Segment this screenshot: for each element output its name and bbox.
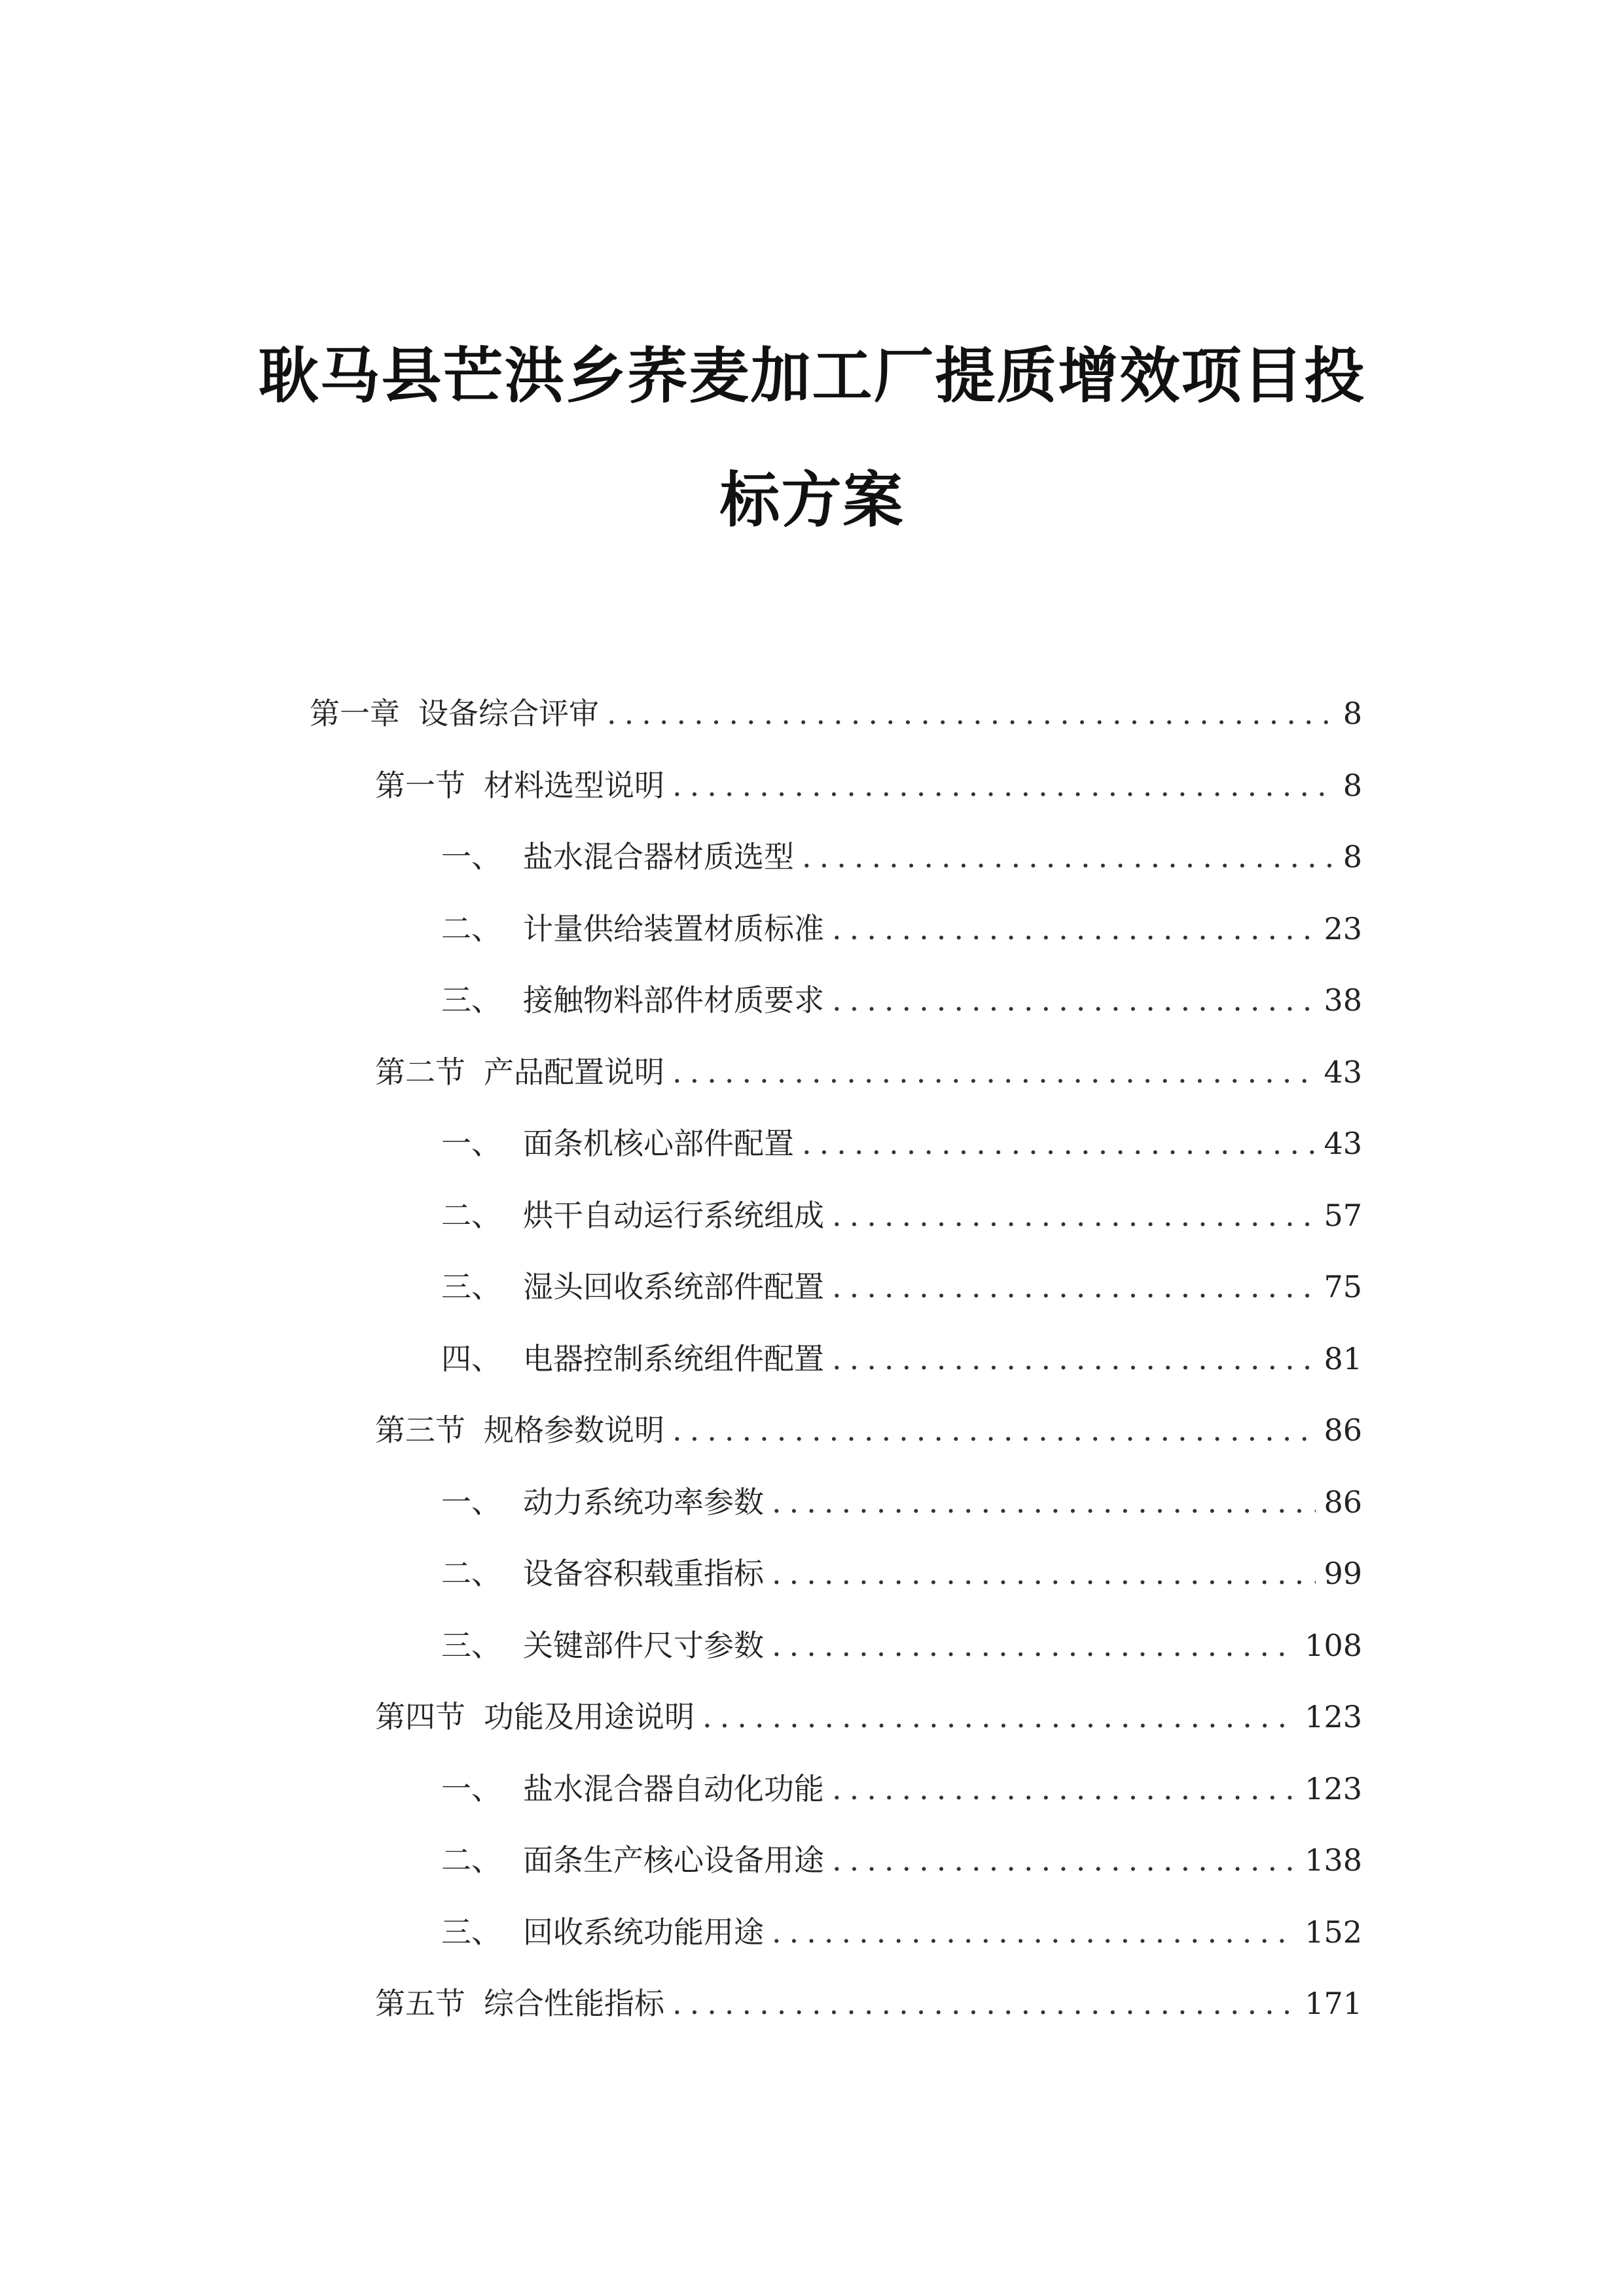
toc-entry-title: 接触物料部件材质要求: [523, 982, 824, 1018]
toc-entry[interactable]: [441, 1476, 1362, 1528]
toc-entry-page: 8: [1343, 696, 1362, 731]
toc-entry-page: 108: [1305, 1627, 1362, 1663]
toc-dot-leader: [802, 831, 1335, 883]
toc-dot-leader: [672, 759, 1335, 812]
toc-entry-number: 第二节: [375, 1054, 465, 1090]
toc-entry[interactable]: [441, 1333, 1362, 1385]
toc-entry[interactable]: [441, 1834, 1362, 1886]
toc-dot-leader: [832, 974, 1316, 1026]
toc-entry-title: 电器控制系统组件配置: [523, 1340, 824, 1376]
toc-dot-leader: [672, 1404, 1316, 1456]
toc-entry[interactable]: [375, 1691, 1362, 1743]
toc-entry-title: 盐水混合器材质选型: [523, 839, 794, 874]
toc-entry-number: 二、: [441, 1842, 501, 1878]
toc-entry[interactable]: [375, 759, 1362, 812]
toc-entry[interactable]: [375, 1977, 1362, 2030]
toc-entry[interactable]: [441, 1906, 1362, 1958]
toc-entry-page: 75: [1324, 1269, 1362, 1304]
toc-entry-number: 第一节: [375, 767, 465, 803]
toc-entry-title: 回收系统功能用途: [523, 1914, 764, 1950]
toc-dot-leader: [832, 1189, 1316, 1242]
toc-entry-number: 一、: [441, 1484, 501, 1520]
toc-entry[interactable]: [375, 1046, 1362, 1098]
toc-entry-number: 第四节: [375, 1699, 465, 1734]
toc-entry[interactable]: [441, 1547, 1362, 1600]
toc-dot-leader: [832, 1333, 1316, 1385]
toc-entry-page: 57: [1324, 1197, 1362, 1233]
toc-entry-title: 综合性能指标: [484, 1986, 664, 2021]
toc-entry-number: 第五节: [375, 1986, 465, 2021]
toc-entry[interactable]: [375, 1404, 1362, 1456]
toc-dot-leader: [672, 1046, 1316, 1098]
toc-dot-leader: [832, 903, 1316, 955]
toc-entry[interactable]: [441, 1117, 1362, 1170]
toc-dot-leader: [772, 1547, 1316, 1600]
toc-entry-page: 8: [1343, 767, 1362, 803]
toc-entry[interactable]: [441, 1619, 1362, 1672]
toc-dot-leader: [607, 687, 1335, 740]
toc-entry-page: 99: [1324, 1556, 1362, 1591]
toc-entry-title: 材料选型说明: [484, 767, 664, 803]
toc-entry-number: 二、: [441, 1556, 501, 1591]
toc-entry-page: 81: [1324, 1340, 1362, 1376]
toc-entry-title: 烘干自动运行系统组成: [523, 1197, 824, 1233]
toc-entry-number: 三、: [441, 1914, 501, 1950]
toc-entry[interactable]: [441, 1763, 1362, 1815]
toc-entry-number: 一、: [441, 1126, 501, 1161]
toc-entry-number: 二、: [441, 910, 501, 946]
toc-entry-page: 123: [1305, 1770, 1362, 1806]
toc-entry-title: 规格参数说明: [484, 1412, 664, 1448]
toc-entry-title: 产品配置说明: [484, 1054, 664, 1090]
toc-entry[interactable]: [441, 831, 1362, 883]
toc-entry-number: 二、: [441, 1197, 501, 1233]
toc-dot-leader: [802, 1117, 1316, 1170]
toc-entry-title: 湿头回收系统部件配置: [523, 1269, 824, 1304]
toc-dot-leader: [772, 1619, 1297, 1672]
toc-entry-title: 设备容积载重指标: [523, 1556, 764, 1591]
toc-entry-page: 138: [1305, 1842, 1362, 1878]
toc-entry-page: 86: [1324, 1484, 1362, 1520]
toc-dot-leader: [772, 1906, 1297, 1958]
toc-entry-number: 三、: [441, 1627, 501, 1663]
toc-entry-page: 171: [1305, 1986, 1362, 2021]
toc-entry-page: 43: [1324, 1054, 1362, 1090]
toc-entry-number: 三、: [441, 1269, 501, 1304]
document-title: [0, 314, 1624, 563]
toc-entry-page: 8: [1343, 839, 1362, 874]
toc-dot-leader: [702, 1691, 1297, 1743]
toc-entry[interactable]: [441, 903, 1362, 955]
toc-entry-page: 23: [1324, 910, 1362, 946]
title-line-1: 耿马县芒洪乡荞麦加工厂提质增效项目投: [258, 341, 1366, 411]
toc-entry-title: 面条生产核心设备用途: [523, 1842, 824, 1878]
toc-entry-title: 动力系统功率参数: [523, 1484, 764, 1520]
toc-dot-leader: [672, 1977, 1297, 2030]
toc-dot-leader: [832, 1763, 1297, 1815]
toc-entry-number: 四、: [441, 1340, 501, 1376]
toc-dot-leader: [832, 1261, 1316, 1313]
title-line-2: 标方案: [719, 465, 905, 535]
toc-entry-page: 152: [1305, 1914, 1362, 1950]
toc-entry[interactable]: [441, 1261, 1362, 1313]
toc-entry-page: 86: [1324, 1412, 1362, 1448]
toc-entry-number: 第三节: [375, 1412, 465, 1448]
toc-entry[interactable]: [441, 974, 1362, 1026]
toc-entry-number: 三、: [441, 982, 501, 1018]
toc-entry-number: 第一章: [310, 696, 400, 731]
toc-entry-title: 关键部件尺寸参数: [523, 1627, 764, 1663]
toc-entry-page: 123: [1305, 1699, 1362, 1734]
toc-entry-title: 盐水混合器自动化功能: [523, 1770, 824, 1806]
toc-entry[interactable]: [441, 1189, 1362, 1242]
toc-dot-leader: [772, 1476, 1316, 1528]
toc-entry-title: 功能及用途说明: [484, 1699, 695, 1734]
toc-dot-leader: [832, 1834, 1297, 1886]
toc-entry-number: 一、: [441, 1770, 501, 1806]
toc-entry-page: 38: [1324, 982, 1362, 1018]
toc-entry-page: 43: [1324, 1126, 1362, 1161]
toc-entry-title: 面条机核心部件配置: [523, 1126, 794, 1161]
toc-entry-number: 一、: [441, 839, 501, 874]
toc-entry-title: 设备综合评审: [418, 696, 599, 731]
toc-entry[interactable]: [310, 687, 1362, 740]
toc-entry-title: 计量供给装置材质标准: [523, 910, 824, 946]
